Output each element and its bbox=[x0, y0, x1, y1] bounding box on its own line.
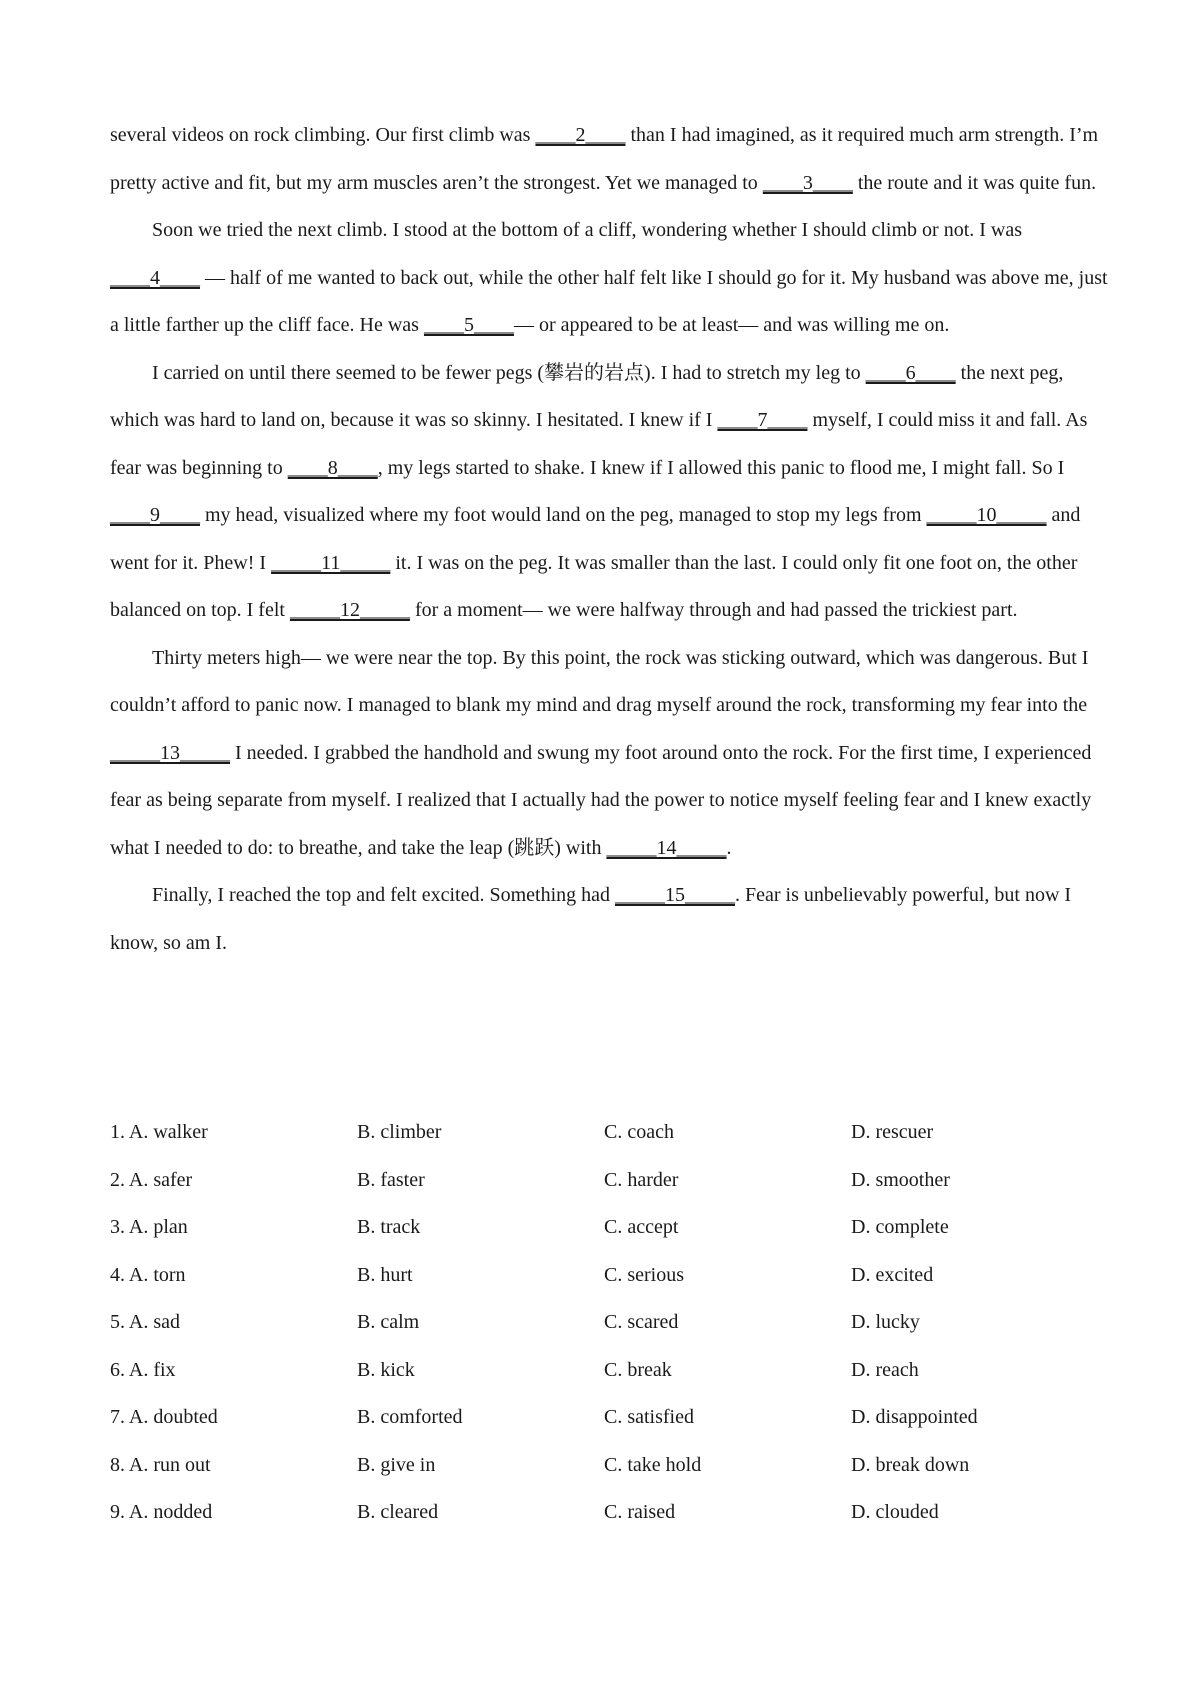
passage-text: — or appeared to be at least— and was willing me on. bbox=[513, 314, 950, 336]
option: B. calm bbox=[357, 1311, 420, 1334]
paragraph bbox=[110, 872, 1110, 967]
option: B. comforted bbox=[357, 1406, 463, 1429]
option-row bbox=[110, 1204, 1110, 1252]
option: 3. A. plan bbox=[110, 1216, 188, 1239]
option: C. satisfied bbox=[604, 1406, 694, 1429]
option: C. coach bbox=[604, 1121, 674, 1144]
option: 7. A. doubted bbox=[110, 1406, 218, 1429]
passage-text: than I had imagined, as it required much arm strength. I’m pretty active and fit, but my arm muscles aren’t the strongest. Yet we managed to bbox=[110, 124, 1099, 194]
option: 1. A. walker bbox=[110, 1121, 208, 1144]
option: 5. A. sad bbox=[110, 1311, 180, 1334]
passage-text: Finally, I reached the top and felt excited. Something had bbox=[152, 884, 616, 906]
passage-text: Thirty meters high— we were near the top. By this point, the rock was sticking outward, which was dangerous. But I couldn’t afford to panic now. I managed to blank my mind and drag myself around the rock, transforming my fear into the bbox=[110, 646, 1089, 716]
passage-text: the route and it was quite fun. bbox=[852, 171, 1097, 194]
passage-text: myself, I could miss it and fall. As fear was beginning to bbox=[110, 409, 1088, 479]
answer-blank: _____15_____ bbox=[615, 884, 736, 906]
option-row bbox=[110, 1489, 1110, 1537]
passage-text: I carried on until there seemed to be fewer pegs (攀岩的岩点). I had to stretch my leg to bbox=[152, 361, 866, 384]
option: C. accept bbox=[604, 1216, 679, 1239]
option: C. harder bbox=[604, 1168, 679, 1191]
passage-text: I needed. I grabbed the handhold and swung my foot around onto the rock. For the first time, I experienced fear as being separate from myself. I realized that I actually had the power to notice myself feeling fear and I knew exactly what I needed to do: to breathe, and take the leap (跳跃) with bbox=[110, 741, 1092, 859]
option: C. take hold bbox=[604, 1453, 702, 1476]
answer-blank: _____11_____ bbox=[271, 551, 391, 574]
passage-text: the next peg, which was hard to land on, because it was so skinny. I hesitated. I knew if I bbox=[110, 361, 1064, 431]
option: D. excited bbox=[851, 1263, 934, 1286]
passage-text: my head, visualized where my foot would land on the peg, managed to stop my legs from bbox=[200, 504, 927, 526]
paragraph bbox=[110, 112, 1110, 207]
passage bbox=[110, 112, 1110, 967]
option: D. disappointed bbox=[851, 1406, 978, 1429]
option: 2. A. safer bbox=[110, 1168, 193, 1191]
passage-text: Soon we tried the next climb. I stood at the bottom of a cliff, wondering whether I should climb or not. I was bbox=[152, 219, 1023, 241]
option: D. smoother bbox=[851, 1168, 950, 1191]
option: B. track bbox=[357, 1216, 421, 1239]
passage-text: , my legs started to shake. I knew if I allowed this panic to flood me, I might fall. So I bbox=[377, 456, 1065, 479]
option: C. raised bbox=[604, 1501, 676, 1524]
option: D. reach bbox=[851, 1358, 919, 1381]
answer-blank: ____5____ bbox=[423, 314, 514, 336]
option-row bbox=[110, 1442, 1110, 1490]
answer-blank: ____7____ bbox=[717, 409, 808, 431]
option: C. serious bbox=[604, 1263, 684, 1286]
option: D. rescuer bbox=[851, 1121, 934, 1144]
passage-text: for a moment— we were halfway through and had passed the trickiest part. bbox=[409, 599, 1018, 621]
answer-blank: ____6____ bbox=[865, 361, 956, 384]
option-row bbox=[110, 1157, 1110, 1205]
option: 9. A. nodded bbox=[110, 1501, 213, 1524]
passage-text: and went for it. Phew! I bbox=[110, 504, 1081, 574]
answer-blank: ____4____ bbox=[110, 266, 200, 289]
option: C. scared bbox=[604, 1311, 679, 1334]
option: B. climber bbox=[357, 1121, 442, 1144]
option: 8. A. run out bbox=[110, 1453, 211, 1476]
option: D. lucky bbox=[851, 1311, 920, 1334]
passage-text: it. I was on the peg. It was smaller than the last. I could only fit one foot on, the other balanced on top. I felt bbox=[110, 551, 1078, 621]
passage-text: several videos on rock climbing. Our first climb was bbox=[110, 124, 536, 146]
option-row bbox=[110, 1347, 1110, 1395]
answer-blank: ____3____ bbox=[762, 171, 853, 194]
paragraph bbox=[110, 350, 1110, 635]
option: D. complete bbox=[851, 1216, 949, 1239]
passage-text: . bbox=[726, 836, 732, 859]
option: B. give in bbox=[357, 1453, 436, 1476]
option-row bbox=[110, 1299, 1110, 1347]
answer-blank: _____12_____ bbox=[289, 599, 410, 621]
paragraph bbox=[110, 207, 1110, 350]
option-row bbox=[110, 1394, 1110, 1442]
answer-blank: _____14_____ bbox=[606, 836, 727, 859]
answer-blank: ____9____ bbox=[110, 504, 200, 526]
option: B. faster bbox=[357, 1168, 425, 1191]
option: 6. A. fix bbox=[110, 1358, 176, 1381]
answer-blank: ____8____ bbox=[287, 456, 378, 479]
answer-options bbox=[110, 1109, 1110, 1537]
option: B. kick bbox=[357, 1358, 415, 1381]
option: D. clouded bbox=[851, 1501, 939, 1524]
option: B. cleared bbox=[357, 1501, 439, 1524]
paragraph bbox=[110, 635, 1110, 873]
passage-text: — half of me wanted to back out, while the other half felt like I should go for it. My husband was above me, just a little farther up the cliff face. He was bbox=[110, 266, 1108, 336]
option: B. hurt bbox=[357, 1263, 413, 1286]
answer-blank: _____10_____ bbox=[926, 504, 1047, 526]
answer-blank: _____13_____ bbox=[110, 741, 230, 764]
option: 4. A. torn bbox=[110, 1263, 186, 1286]
option: C. break bbox=[604, 1358, 672, 1381]
option-row bbox=[110, 1109, 1110, 1157]
option-row bbox=[110, 1252, 1110, 1300]
option: D. break down bbox=[851, 1453, 970, 1476]
passage-text: . Fear is unbelievably powerful, but now I know, so am I. bbox=[110, 884, 1072, 954]
answer-blank: ____2____ bbox=[535, 124, 626, 146]
